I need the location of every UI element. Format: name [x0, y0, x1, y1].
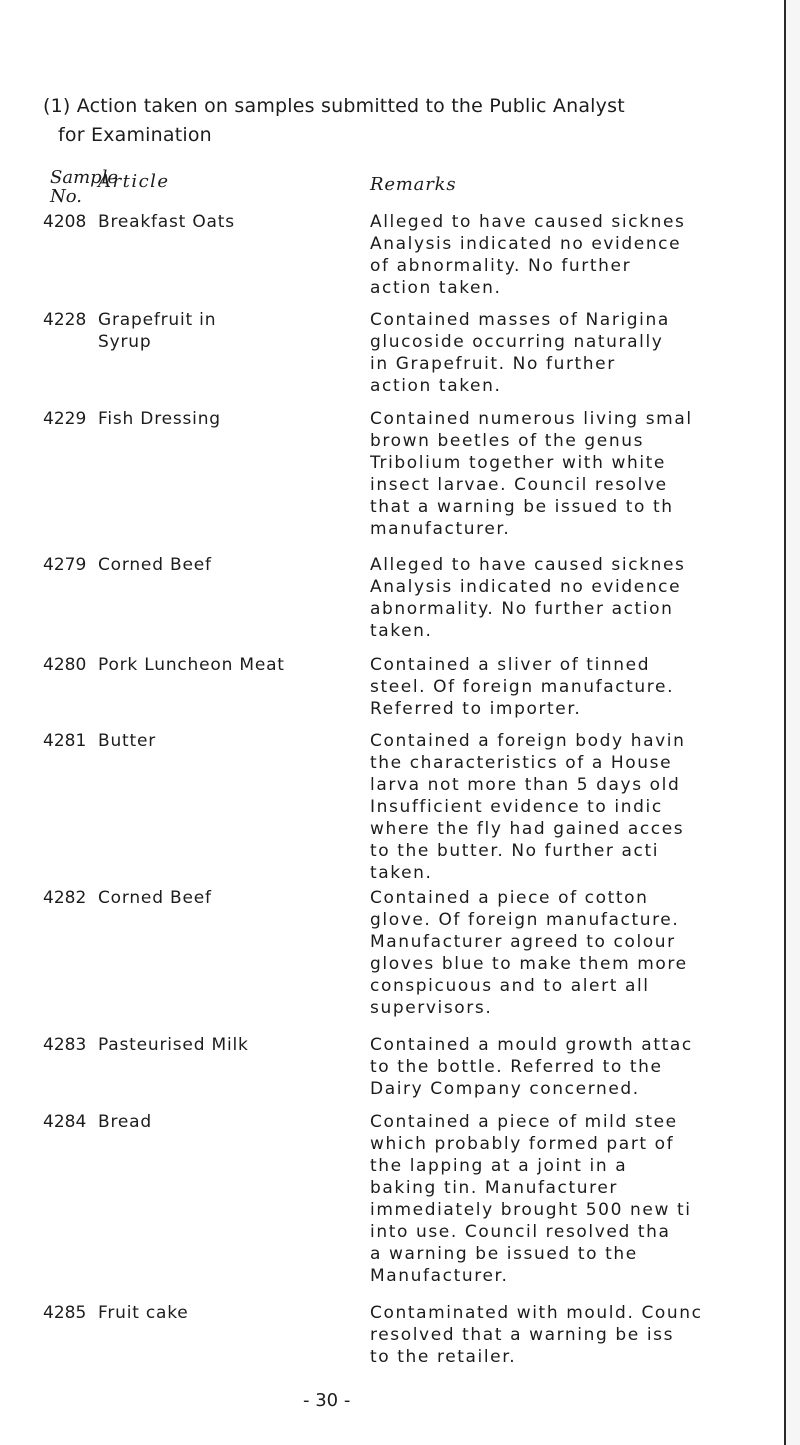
sample-remarks: Contained numerous living smal brown beetles of the genus Tribolium together with white insect larvae. Council resolve that a warning be issued to th manufacturer. — [370, 409, 693, 539]
sample-article: Fish Dressing — [98, 409, 221, 429]
sample-article: Fruit cake — [98, 1303, 189, 1323]
sample-article: Corned Beef — [98, 555, 212, 575]
sample-article: Butter — [98, 731, 157, 751]
sample-article: Pork Luncheon Meat — [98, 655, 285, 675]
sample-number: 4228 — [43, 310, 87, 330]
sample-number: 4229 — [43, 409, 87, 429]
sample-article: Corned Beef — [98, 888, 212, 908]
page-edge-border — [784, 0, 800, 1445]
heading-line-1: (1) Action taken on samples submitted to the Public Analyst — [43, 95, 625, 117]
column-header-sample-no: Sample No. — [50, 167, 119, 207]
sample-number: 4279 — [43, 555, 87, 575]
sample-remarks: Contained a mould growth attac to the bottle. Referred to the Dairy Company concerned. — [370, 1035, 693, 1099]
sample-number: 4284 — [43, 1112, 87, 1132]
section-heading — [43, 92, 625, 150]
sample-article: Grapefruit in Syrup — [98, 310, 217, 352]
sample-remarks: Contained a sliver of tinned steel. Of foreign manufacture. Referred to importer. — [370, 655, 675, 719]
sample-number: 4282 — [43, 888, 87, 908]
column-header-remarks: Remarks — [370, 174, 457, 195]
sample-article: Bread — [98, 1112, 152, 1132]
sample-remarks: Alleged to have caused sicknes Analysis indicated no evidence of abnormality. No further action taken. — [370, 212, 686, 298]
sample-remarks: Alleged to have caused sicknes Analysis indicated no evidence abnormality. No further action taken. — [370, 555, 686, 641]
sample-number: 4280 — [43, 655, 87, 675]
sample-number: 4281 — [43, 731, 87, 751]
sample-remarks: Contained masses of Narigina glucoside occurring naturally in Grapefruit. No further action taken. — [370, 310, 670, 396]
sample-remarks: Contaminated with mould. Counc resolved that a warning be iss to the retailer. — [370, 1303, 703, 1367]
sample-remarks: Contained a piece of cotton glove. Of foreign manufacture. Manufacturer agreed to colour gloves blue to make them more conspicuous and to alert all supervisors. — [370, 888, 688, 1018]
sample-article: Pasteurised Milk — [98, 1035, 249, 1055]
sample-number: 4283 — [43, 1035, 87, 1055]
sample-number: 4285 — [43, 1303, 87, 1323]
heading-line-2: for Examination — [58, 124, 212, 146]
page-number: - 30 - — [303, 1390, 351, 1411]
sample-number: 4208 — [43, 212, 87, 232]
sample-remarks: Contained a foreign body havin the characteristics of a House larva not more than 5 days old Insufficient evidence to indic where the fly had gained acces to the butter. No further acti taken. — [370, 731, 686, 883]
sample-remarks: Contained a piece of mild stee which probably formed part of the lapping at a joint in a baking tin. Manufacturer immediately brought 500 new ti into use. Council resolved tha a warning be issued to the Manufacturer. — [370, 1112, 692, 1286]
sample-article: Breakfast Oats — [98, 212, 235, 232]
column-header-article: Article — [98, 171, 170, 192]
